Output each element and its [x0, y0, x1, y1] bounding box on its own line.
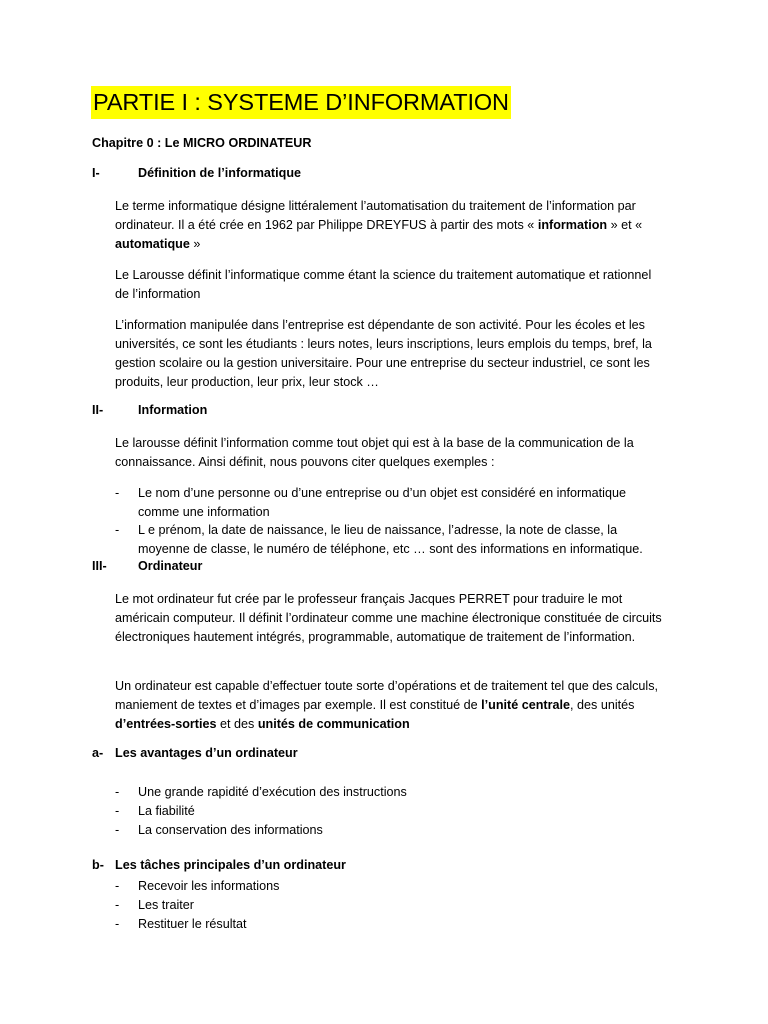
text-run: » — [189, 237, 201, 251]
paragraph-ordinateur-definition: Le mot ordinateur fut crée par le professeur français Jacques PERRET pour traduire le mot américain computeur. Il définit l’ordinateur comme une machine électronique constituée de circuits électroniques hautement intégrés, programmable, automatique de traitement de l’information. — [115, 592, 662, 644]
text-run: et des — [216, 717, 258, 731]
list-item-text: Restituer le résultat — [138, 917, 247, 931]
text-run: , des unités — [570, 698, 635, 712]
list-item-text: Le nom d’une personne ou d’une entreprise ou d’un objet est considéré en informatique comme une information — [138, 486, 626, 519]
paragraph-information-definition: Le larousse définit l’information comme tout objet qui est à la base de la communication de la connaissance. Ainsi définit, nous pouvons citer quelques exemples : — [115, 436, 634, 469]
bold-term-unite-centrale: l’unité centrale — [481, 698, 571, 712]
bold-term-entrees-sorties: d’entrées-sorties — [115, 717, 217, 731]
section-number-1: I- — [92, 166, 100, 180]
bullet-dash: - — [115, 823, 120, 837]
bullet-dash: - — [115, 879, 120, 893]
list-item-text: La fiabilité — [138, 804, 195, 818]
bullet-dash: - — [115, 898, 120, 912]
bold-term-automatique: automatique — [115, 237, 190, 251]
list-item-text: L e prénom, la date de naissance, le lieu de naissance, l’adresse, la note de classe, la moyenne de classe, le numéro de téléphone, etc … sont des informations en informatique. — [138, 523, 643, 556]
list-item-text: Les traiter — [138, 898, 194, 912]
bullet-dash: - — [115, 804, 120, 818]
subsection-letter-a: a- — [92, 746, 104, 760]
bullet-dash: - — [115, 917, 120, 931]
section-number-3: III- — [92, 559, 107, 573]
paragraph-ordinateur-composition — [115, 677, 661, 734]
page-title: PARTIE I : SYSTEME D’INFORMATION — [91, 86, 511, 119]
text-run: Un ordinateur est capable d’effectuer toute sorte d’opérations et de traitement tel que des calculs, maniement de textes et d’images par exemple. Il est constitué de — [115, 679, 659, 712]
chapter-heading: Chapitre 0 : Le MICRO ORDINATEUR — [92, 136, 312, 150]
text-run: » et « — [607, 218, 643, 232]
list-item-text: Une grande rapidité d’exécution des instructions — [138, 785, 407, 799]
section-heading-ordinateur: Ordinateur — [138, 559, 203, 573]
bullet-dash: - — [115, 486, 120, 500]
subsection-letter-b: b- — [92, 858, 104, 872]
section-number-2: II- — [92, 403, 104, 417]
text-run: Le terme informatique désigne littéralement l’automatisation du traitement de l’information par ordinateur. Il a été crée en 1962 par Philippe DREYFUS à partir des mots « — [115, 199, 636, 232]
subsection-heading-taches: Les tâches principales d’un ordinateur — [115, 858, 346, 872]
bullet-dash: - — [115, 523, 120, 537]
paragraph-larousse: Le Larousse définit l’informatique comme étant la science du traitement automatique et rationnel de l’information — [115, 268, 652, 301]
list-item-text: La conservation des informations — [138, 823, 323, 837]
bold-term-information: information — [537, 218, 608, 232]
list-item-text: Recevoir les informations — [138, 879, 280, 893]
paragraph-definition — [115, 197, 685, 254]
subsection-heading-avantages: Les avantages d’un ordinateur — [115, 746, 298, 760]
bullet-dash: - — [115, 785, 120, 799]
bold-term-unites-communication: unités de communication — [257, 717, 410, 731]
paragraph-information-entreprise: L’information manipulée dans l’entreprise est dépendante de son activité. Pour les écoles et les universités, ce sont les étudiants : leurs notes, leurs inscriptions, leurs emplois du temps, bref, la gestion scolaire ou la gestion universitaire. Pour une entreprise du secteur industriel, ce sont les produits, leur production, leur prix, leur stock … — [115, 318, 652, 389]
section-heading-definition: Définition de l’informatique — [138, 166, 302, 180]
section-heading-information: Information — [138, 403, 208, 417]
